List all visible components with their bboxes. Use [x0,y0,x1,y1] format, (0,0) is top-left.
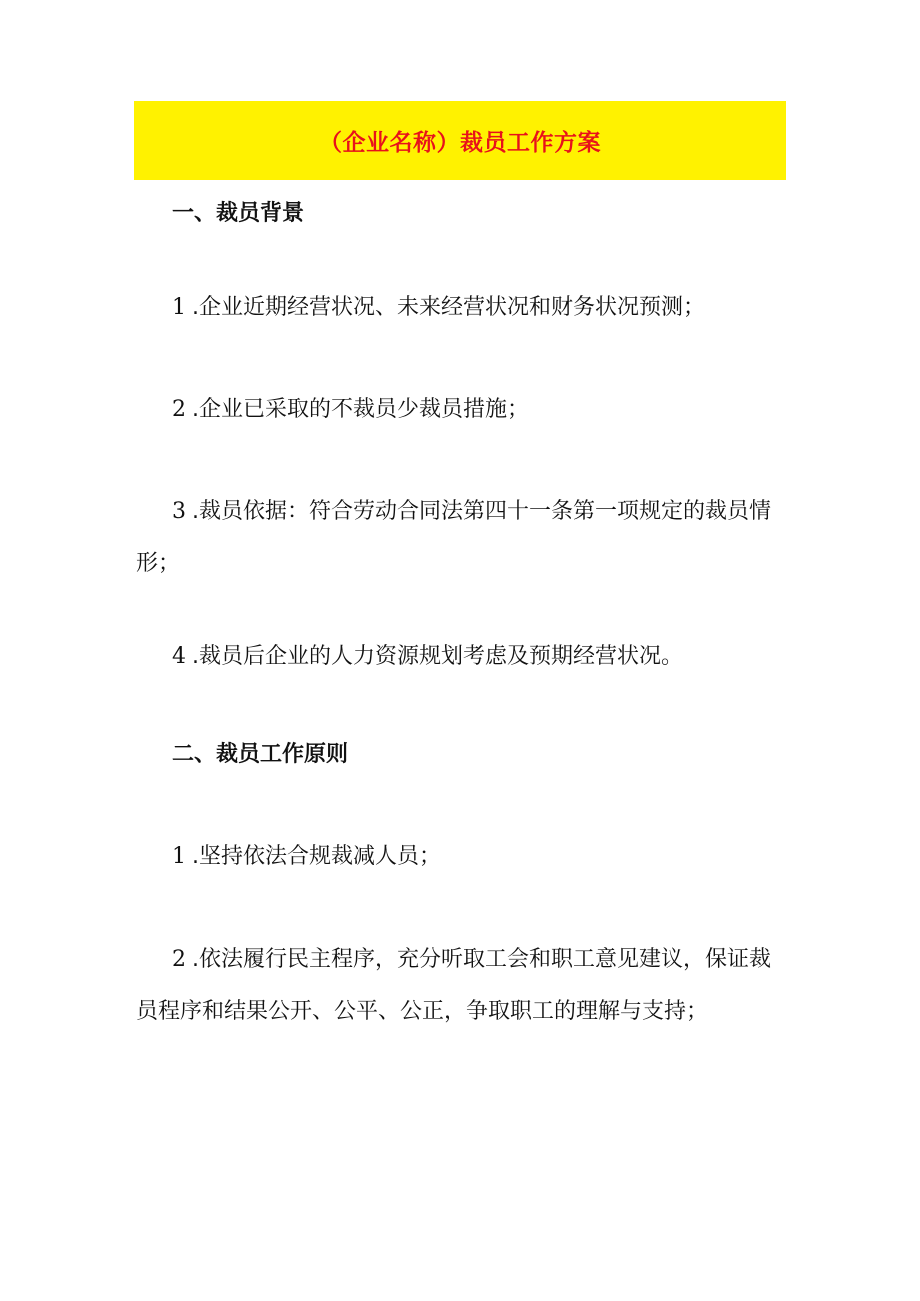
item-text: .依法履行民主程序，充分听取工会和职工意见建议，保证裁员程序和结果公开、公平、公正，争取职工的理解与支持； [136,947,771,1024]
item-number: 2 [172,397,186,422]
item-text: .裁员依据：符合劳动合同法第四十一条第一项规定的裁员情形； [136,499,771,576]
item-number: 1 [172,295,186,320]
list-item [172,843,441,871]
item-number: 3 [172,499,186,524]
item-number: 2 [172,947,186,972]
title-banner [134,101,786,180]
list-item [136,934,786,1038]
section-heading-background: 一、裁员背景 [172,201,305,226]
item-text: .坚持依法合规裁减人员； [192,844,441,869]
item-number: 4 [172,644,186,669]
list-item [172,396,529,424]
item-text: .企业近期经营状况、未来经营状况和财务状况预测； [192,295,705,320]
item-text: .裁员后企业的人力资源规划考虑及预期经营状况。 [192,644,683,669]
document-title: （企业名称）裁员工作方案 [319,130,601,156]
list-item [136,486,786,590]
item-text: .企业已采取的不裁员少裁员措施； [192,397,529,422]
list-item [172,643,683,671]
section-heading-principles: 二、裁员工作原则 [172,742,349,767]
item-number: 1 [172,844,186,869]
list-item [172,294,705,322]
